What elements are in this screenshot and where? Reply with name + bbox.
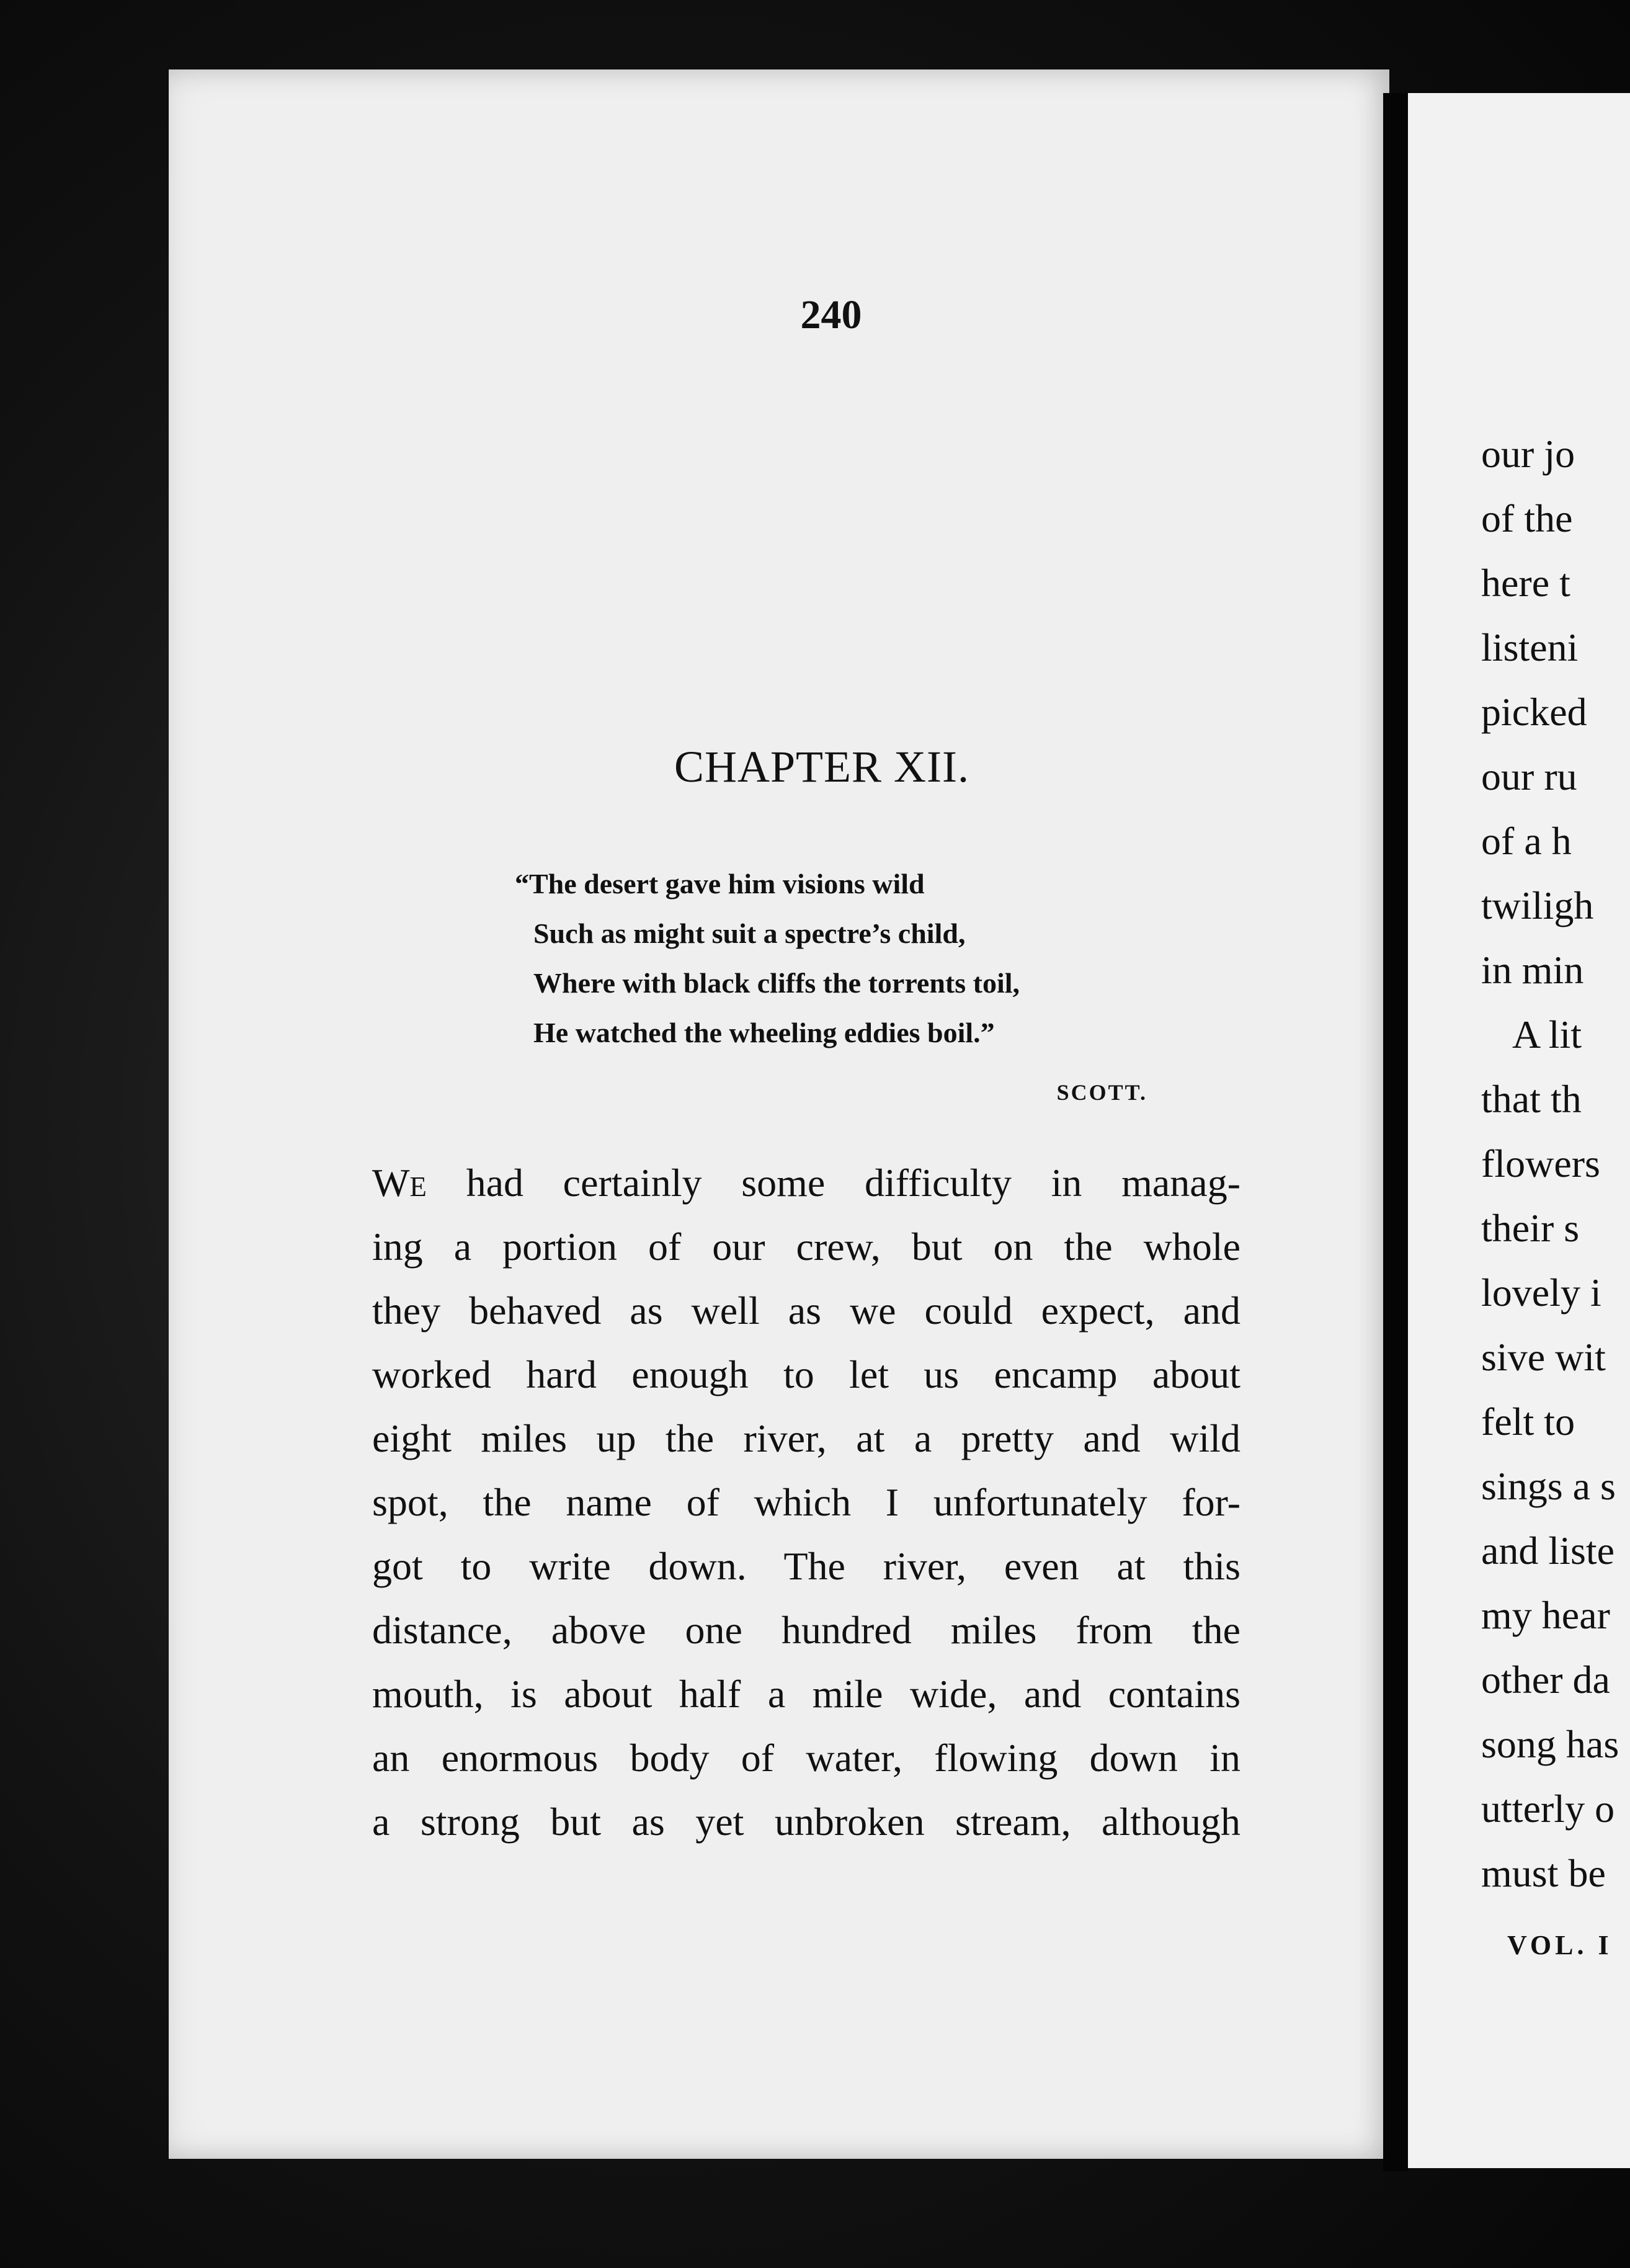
right-line: must be [1481,1851,1606,1895]
right-line: and liste [1481,1529,1615,1573]
body-line: ing a portion of our crew, but on the whole [372,1225,1240,1269]
body-line: a strong but as yet unbroken stream, although [372,1800,1240,1844]
right-line: our ru [1481,754,1577,798]
drop-word: We [372,1161,427,1205]
right-line: of a h [1481,819,1572,863]
body-paragraph [372,1151,1240,1854]
book-gutter [1383,93,1408,2171]
right-line: A lit [1512,1012,1582,1056]
body-line: an enormous body of water, flowing down in [372,1736,1240,1780]
right-line: picked [1481,690,1587,734]
body-line: mouth, is about half a mile wide, and contains [372,1672,1240,1716]
right-line: flowers [1481,1141,1600,1185]
epigraph-line: He watched the wheeling eddies boil.” [533,1017,995,1048]
epigraph [515,859,1197,1058]
body-line: distance, above one hundred miles from the [372,1608,1240,1652]
right-page-footer: VOL. I [1507,1930,1613,1960]
body-line-text: had certainly some difficulty in manag- [426,1161,1240,1205]
epigraph-line: Where with black cliffs the torrents toil, [533,967,1020,999]
right-line: in min [1481,948,1584,992]
right-line: song has [1481,1722,1619,1766]
right-page [1408,93,1630,2168]
body-line: eight miles up the river, at a pretty and wild [372,1416,1240,1460]
right-line: here t [1481,561,1570,605]
right-line: sings a s [1481,1464,1616,1508]
right-line: lovely i [1481,1270,1601,1315]
body-line: they behaved as well as we could expect, and [372,1288,1240,1333]
right-line: sive wit [1481,1335,1606,1379]
right-line: that th [1481,1077,1582,1121]
right-line: my hear [1481,1593,1610,1637]
right-page-text [1481,422,1619,1906]
right-line: other da [1481,1658,1610,1702]
body-line [372,1151,1240,1215]
right-line: utterly o [1481,1787,1615,1831]
chapter-title: CHAPTER XII. [674,742,969,792]
body-line: got to write down. The river, even at this [372,1544,1240,1588]
right-line: our jo [1481,432,1575,476]
body-line: worked hard enough to let us encamp about [372,1352,1240,1396]
right-line: twiligh [1481,883,1594,927]
epigraph-attribution: SCOTT. [1056,1080,1147,1105]
body-line: spot, the name of which I unfortunately for- [372,1480,1240,1524]
epigraph-line: Such as might suit a spectre’s child, [533,917,966,949]
right-line: their s [1481,1206,1580,1250]
right-line: of the [1481,496,1573,540]
right-line: felt to [1481,1400,1575,1444]
page-number: 240 [800,292,862,337]
right-line: listeni [1481,625,1579,669]
epigraph-line: “The desert gave him visions wild [515,868,925,900]
